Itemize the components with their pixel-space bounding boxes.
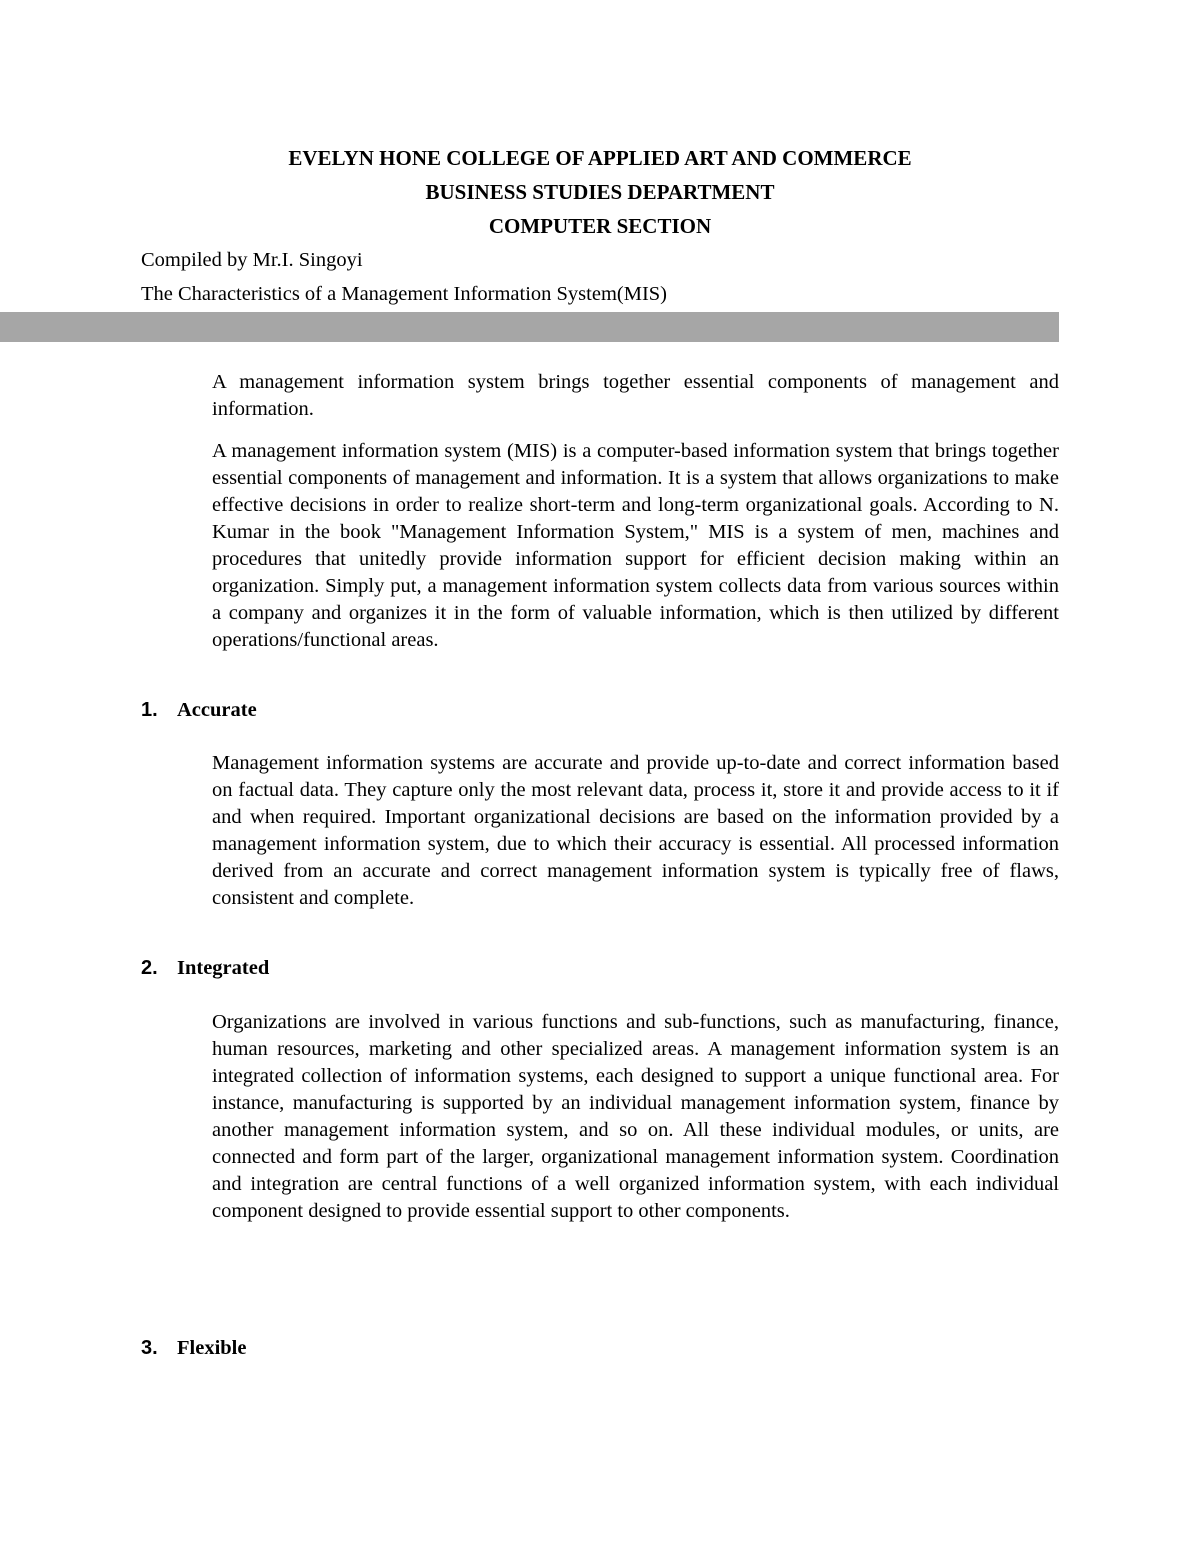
section-number: 3. — [141, 1337, 158, 1359]
section-title: Integrated — [177, 957, 270, 979]
intro-paragraph-2: A management information system (MIS) is a computer-based information system that brings together essential components of management and information. It is a system that allows organizations to make effective decisions in order to realize short-term and long-term organizational goals. According to N. Kumar in the book "Management Information System," MIS is a system of men, machines and procedures that unitedly provide information support for efficient decision making within an organization. Simply put, a management information system collects data from various sources within a company and organizes it in the form of valuable information, which is then utilized by different operations/functional areas. — [212, 440, 1059, 651]
section-body-integrated: Organizations are involved in various functions and sub-functions, such as manufacturing, finance, human resources, marketing and other specialized areas. A management information system is an integrated collection of information systems, each designed to support a unique functional area. For instance, manufacturing is supported by an individual management information system, finance by another management information system, and so on. All these individual modules, or units, are connected and form part of the larger, organizational management information system. Coordination and integration are central functions of a well organized information system, with each individual component designed to provide essential support to other components. — [212, 1011, 1059, 1222]
section-title: COMPUTER SECTION — [488, 214, 712, 238]
compiled-by: Compiled by Mr.I. Singoyi — [141, 249, 363, 271]
header-divider-bar — [0, 312, 1059, 342]
section-body-accurate: Management information systems are accurate and provide up-to-date and correct information based on factual data. They capture only the most relevant data, process it, store it and provide access to it if and when required. Important organizational decisions are based on the information provided by a management information system, due to which their accuracy is essential. All processed information derived from an accurate and correct management information system is typically free of flaws, consistent and complete. — [212, 752, 1059, 909]
document-topic: The Characteristics of a Management Information System(MIS) — [141, 283, 668, 305]
section-title: Flexible — [177, 1337, 247, 1359]
section-heading-accurate — [141, 696, 257, 724]
section-heading-integrated — [141, 954, 269, 982]
department-title: BUSINESS STUDIES DEPARTMENT — [425, 180, 775, 204]
section-heading-flexible — [141, 1334, 246, 1362]
college-title: EVELYN HONE COLLEGE OF APPLIED ART AND COMMERCE — [288, 146, 912, 170]
section-title: Accurate — [177, 699, 257, 721]
section-number: 1. — [141, 699, 158, 721]
intro-paragraph-1: A management information system brings together essential components of management and information. — [212, 371, 1059, 420]
section-number: 2. — [141, 957, 158, 979]
document-header — [0, 141, 1200, 243]
